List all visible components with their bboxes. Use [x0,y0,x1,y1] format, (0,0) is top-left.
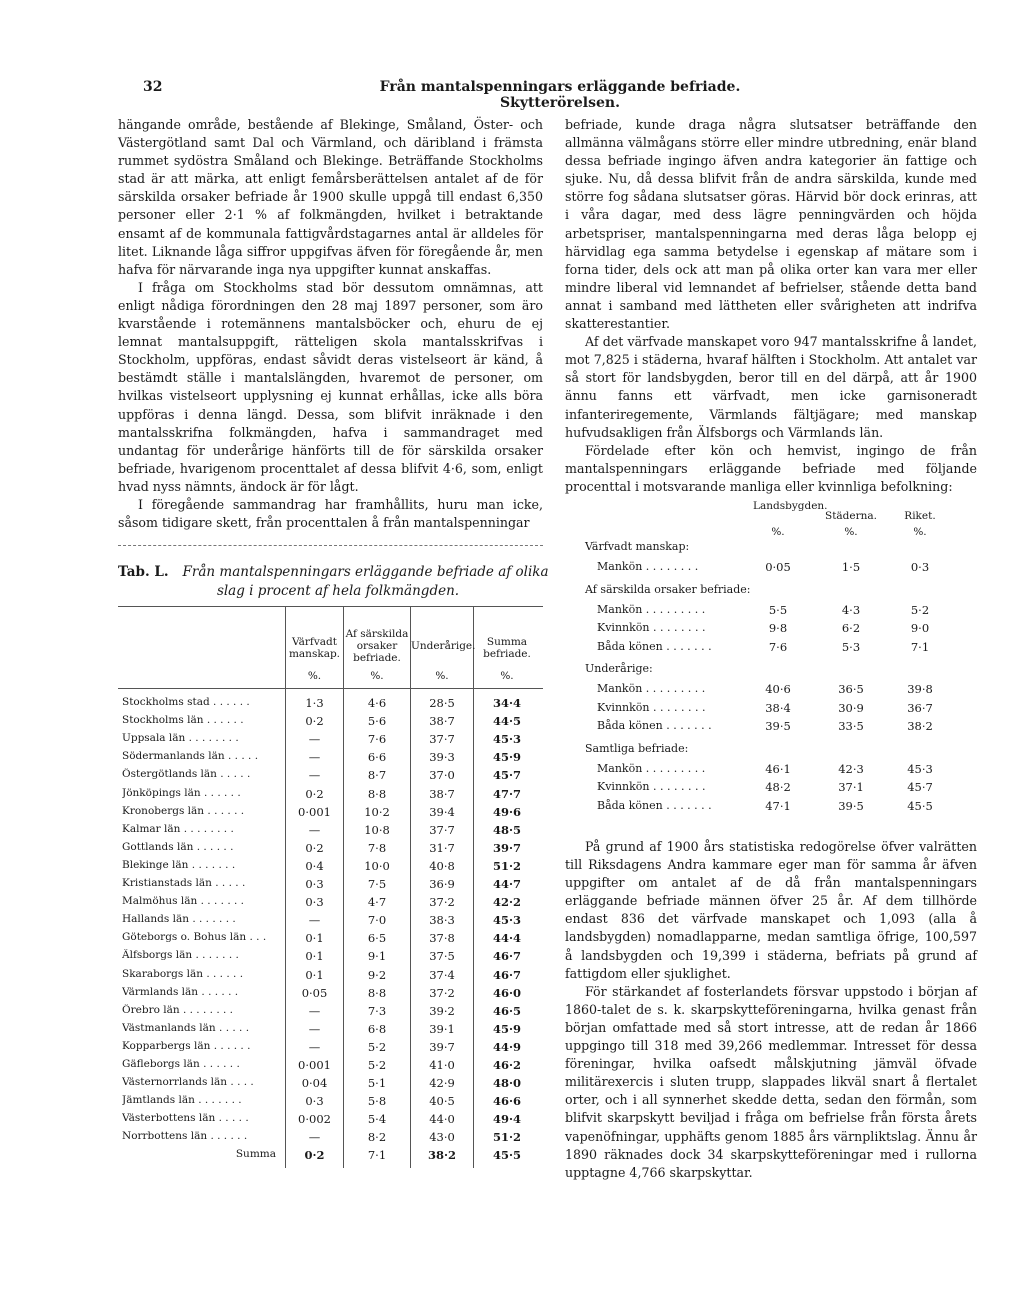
cell: 36·7 [907,700,933,715]
cell: 8·7 [367,768,387,783]
sex-residence-table [565,500,977,825]
cell: 6·6 [367,750,387,765]
cell: 36·5 [838,682,864,696]
table-l [118,606,543,1168]
col-header-summa: Summa befriade. [483,636,531,660]
cell: 37·0 [429,768,455,783]
table-row [118,768,543,788]
col-header-underarige: Underårige. [411,640,476,652]
cell: 46·6 [492,1094,521,1109]
cell: 45·3 [492,732,521,747]
row-label: Skaraborgs län . . . . . . [122,967,244,980]
cell: 0·3 [305,877,324,891]
cell: 39·7 [492,840,521,855]
cell: 39·8 [907,682,933,696]
cell: 46·5 [492,1003,521,1018]
cell: — [308,913,321,928]
table-rule [118,606,543,607]
group-title: Underårige: [585,662,653,675]
row-label: Malmöhus län . . . . . . . [122,895,245,908]
table-row [118,877,543,897]
cell: 0·2 [304,1148,325,1162]
table-row [118,913,543,933]
cell: 9·1 [367,949,387,964]
cell: 0·1 [305,967,324,982]
group-title: Af särskilda orsaker befriade: [585,582,751,596]
cell: 5·4 [367,1112,387,1127]
cell: 6·2 [841,621,861,635]
cell: 37·2 [429,985,455,1000]
row-label: Mankön . . . . . . . . [597,560,699,573]
paragraph: Fördelade efter kön och hemvist, ingingo de från mantalspenningars erläggande befriade med följande procenttal i motsvarande manliga eller kvinnliga befolkning: [565,442,977,494]
group-title: Värfvadt manskap: [585,540,690,553]
cell: 34·4 [492,696,521,710]
row-label: Göteborgs o. Bohus län . . . [122,931,267,944]
paragraph: Af det värfvade manskapet voro 947 mantalsskrifne å landet, mot 7,825 i städerna, hvaraf hälften i Stockholm. Att antalet var så stort för landsbygden, beror till en del därpå, att år 1900 ännu fanns ett värfvadt, men icke garnisoneradt infanteriregemente, Värmlands fältjägare; med manskap hufvudsakligen från Älfsborgs och Värmlands län. [565,334,977,440]
table-title-line1: Från mantalspenningars erläggande befriade af olika [182,564,549,580]
col-header-varfvadt: Värfvadt manskap. [288,636,341,660]
cell: 9·8 [768,621,788,635]
cell: 4·6 [367,696,387,710]
cell: 39·7 [429,1039,455,1054]
cell: 44·5 [492,714,521,729]
cell: 0·002 [298,1112,331,1127]
col-header-landsbygden: Landsbygden. [753,500,828,512]
row-label: Båda könen . . . . . . . [597,798,712,812]
unit-label: %. [435,670,449,682]
paragraph: För stärkandet af fosterlandets försvar uppstodo i början af 1860-talet de s. k. skarpskytteföreningarna, hvilka genast från början omfattade med så stort intresse, att de redan år 1866 uppgingo till 318 med 39,266 medlemmar. Intresset för dessa föreningar, hvilka oafsedt målskjutning jämväl öfvade militärexercis i sluten trupp, slappades likväl snart å flertalet orter, och i all synnerhet skedde detta, sedan den förmån, som blifvit skarpskytt beviljad i fråga om befrielse från första årets vapenöfningar, upphäfts genom 1885 års värnpliktslag. Ännu år 1890 räknades dock 34 skarpskytteföreningar med i rullorna upptagne 4,766 skarpskyttar. [565,983,977,1180]
cell: 5·8 [367,1094,387,1109]
cell: 45·7 [907,780,933,794]
cell: 49·4 [492,1112,521,1127]
cell: 42·3 [838,761,864,776]
right-column-bottom [565,838,977,1182]
cell: 45·3 [492,913,521,928]
cell: 5·6 [367,714,387,729]
cell: 8·8 [367,786,387,801]
cell: 7·5 [367,877,387,891]
cell: 45·9 [492,1021,521,1036]
cell: 7·6 [768,639,788,654]
unit-label: %. [370,670,384,682]
cell: 4·7 [367,895,387,910]
cell: 48·5 [492,822,521,837]
row-label: Stockholms län . . . . . . [122,714,244,727]
cell: — [308,750,321,765]
cell: 43·0 [429,1130,455,1145]
cell: 37·7 [429,822,455,837]
row-label: Blekinge län . . . . . . . [122,858,236,871]
cell: 47·1 [765,798,791,813]
row-label: Gäfleborgs län . . . . . . [122,1058,240,1070]
cell: 42·9 [429,1076,455,1091]
row-label: Uppsala län . . . . . . . . [122,732,239,745]
cell: 44·4 [492,931,521,946]
table-row [118,750,543,770]
unit-label: %. [771,526,785,538]
table-row [118,931,543,951]
cell: 51·2 [492,1130,521,1145]
cell: 0·2 [305,714,324,729]
cell: 39·2 [429,1003,455,1018]
row-label: Stockholms stad . . . . . . [122,696,250,708]
cell: 37·2 [429,895,455,910]
cell: 37·7 [429,732,455,747]
cell: 6·8 [367,1021,387,1036]
cell: 41·0 [429,1058,455,1072]
unit-label: %. [500,670,514,682]
cell: 7·3 [367,1003,387,1018]
table-row [118,895,543,915]
table-row [118,732,543,752]
cell: 7·1 [910,639,930,654]
table-row [118,1040,543,1060]
cell: 0·4 [305,858,324,873]
cell: 45·3 [907,761,933,776]
row-label: Kronobergs län . . . . . . [122,804,245,817]
row-label: Båda könen . . . . . . . [597,719,712,732]
cell: 10·0 [364,858,390,873]
cell: 10·2 [364,804,390,819]
cell: — [308,732,321,747]
cell: 0·04 [301,1076,328,1091]
cell: 38·7 [429,786,455,801]
cell: — [308,1130,321,1145]
cell: 36·9 [429,877,455,891]
row-label: Örebro län . . . . . . . . [122,1003,234,1016]
cell: 33·5 [838,719,864,733]
cell: — [308,768,321,783]
cell: 37·4 [429,967,455,982]
cell: 38·2 [427,1148,456,1162]
row-label: Älfsborgs län . . . . . . . [122,949,239,962]
table-label: Tab. L. [118,564,169,580]
row-label: Kvinnkön . . . . . . . . [597,700,706,714]
cell: 37·8 [429,931,455,946]
cell: 0·05 [765,560,791,574]
cell: 5·2 [367,1058,387,1072]
col-header-staderna: Städerna. [825,510,877,522]
table-row [118,986,543,1006]
col-header-sarskilda: Af särskilda orsaker befriade. [345,628,409,664]
table-row [118,696,543,716]
unit-label: %. [844,526,858,538]
cell: 1·3 [305,696,324,710]
paragraph: I föregående sammandrag har framhållits, huru man icke, såsom tidigare skett, från procenttalen å från mantalspenningar [118,496,543,531]
table-caption [118,563,558,601]
cell: 9·0 [910,621,930,635]
cell: 9·2 [367,967,387,982]
cell: 39·5 [765,719,791,733]
row-label: Kvinnkön . . . . . . . . [597,780,706,793]
row-label: Västerbottens län . . . . . [122,1112,249,1125]
cell: 30·9 [838,700,864,715]
cell: 7·1 [367,1148,387,1162]
row-label: Västmanlands län . . . . . [122,1021,250,1034]
cell: 0·05 [301,985,328,1000]
cell: 7·0 [367,913,387,928]
cell: 40·8 [429,858,455,873]
table-row [118,1094,543,1114]
cell: 4·3 [841,602,861,617]
table-row [118,841,543,861]
cell: 0·001 [298,804,331,819]
cell: 1·5 [841,560,861,574]
cell: 45·9 [492,750,521,765]
table-row [118,1022,543,1042]
cell: 8·2 [367,1130,387,1145]
table-row [118,805,543,825]
row-label: Båda könen . . . . . . . [597,639,712,653]
cell: 5·2 [910,602,930,617]
cell: 37·1 [838,780,864,794]
cell: 0·3 [305,1094,324,1109]
cell: — [308,1039,321,1054]
cell: 46·0 [492,985,521,1000]
cell: — [308,1003,321,1018]
table-row [118,787,543,807]
row-label: Västernorrlands län . . . . [122,1076,254,1089]
table-row [118,1058,543,1078]
cell: 49·6 [492,804,521,819]
table-row [118,1076,543,1096]
cell: 44·0 [429,1112,455,1127]
cell: 39·4 [429,804,455,819]
cell: 46·7 [492,967,521,982]
cell: 44·9 [492,1039,521,1054]
row-label: Kalmar län . . . . . . . . [122,822,234,835]
row-label: Summa [235,1148,276,1160]
running-header: Från mantalspenningars erläggande befriade. Skytterörelsen. [379,79,741,111]
row-label: Mankön . . . . . . . . . [597,682,706,695]
paragraph: I fråga om Stockholms stad bör dessutom omnämnas, att enligt nådiga förordningen den 28 maj 1897 personer, som äro kvarstående i rotemännens mantalsböcker och, ehuru de ej lemnat mantalsuppgift, rätteligen skola mantalsskrifvas i Stockholm, uppföras, endast såvidt deras vistelseort är känd, å bestämdt ställe i mantalslängden, hvaremot de personer, om hvilkas vistelseort upplysning ej kunnat erhållas, icke alls böra uppföras i denna längd. Dessa, som blifvit inräknade i den mantalsskrifna folkmängden, hafva i sammandraget med undantag för underårige hänförts till de för särskilda orsaker befriade, hvarigenom procenttalet af dessa blifvit 4·6, som, enligt hvad nyss nämnts, ändock är för lågt. [118,279,543,494]
cell: 7·8 [367,840,387,855]
cell: 40·5 [429,1094,455,1109]
cell: 5·2 [367,1039,387,1054]
section-divider [118,545,543,546]
unit-label: %. [307,670,322,682]
row-label: Kopparbergs län . . . . . . [122,1039,251,1052]
cell: 7·6 [367,732,387,747]
cell: 5·1 [367,1076,387,1091]
cell: — [308,822,321,837]
paragraph: På grund af 1900 års statistiska redogörelse öfver valrätten till Riksdagens Andra kammare eger man för samma år äfven uppgifter om antalet af de då från mantalspenningars erläggande befriade männen öfver 25 år. Af dem tillhörde endast 836 det värfvade manskapet och 1,093 (alla å landsbygden) nomadlapparne, medan samtliga öfrige, 100,597 å landsbygden och 19,399 i städerna, befriats på grund af fattigdom eller sjuklighet. [565,839,977,981]
cell: 45·5 [907,798,933,813]
cell: 38·2 [907,719,933,733]
cell: 8·8 [367,985,387,1000]
paragraph: hängande område, bestående af Blekinge, Småland, Öster- och Västergötland samt Dal och Värmland, och däribland i främsta rummet sydöstra Småland och Blekinge. Beträffande Stockholms stad är att märka, att enligt femårsberättelsen antalet af de för särskilda orsaker befriade år 1900 skulle uppgå till endast 6,350 personer eller 2·1 % af folkmängden, hvilket i betraktande ensamt af de kommunala fattigvårdstagarnes antal är alldeles för litet. Liknande låga siffror uppgifvas äfven för föregående år, men hafva för närvarande inga nya uppgifter kunnat anskaffas. [118,117,543,277]
cell: 51·2 [492,858,521,873]
row-label: Norrbottens län . . . . . . [122,1130,248,1143]
cell: 10·8 [364,822,390,837]
cell: 0·1 [305,949,324,964]
cell: 46·1 [765,761,791,776]
cell: 38·3 [429,913,455,928]
table-row [118,1004,543,1024]
row-label: Jönköpings län . . . . . . [122,786,241,799]
cell: 28·5 [429,696,455,710]
cell: 38·4 [765,700,791,715]
cell: 0·001 [298,1058,331,1072]
group-title: Samtliga befriade: [585,741,689,755]
row-label: Hallands län . . . . . . . [122,913,236,926]
cell: 42·2 [492,895,521,910]
table-row [118,714,543,734]
cell: 0·1 [305,931,324,946]
row-label: Södermanlands län . . . . . [122,750,259,763]
unit-label: %. [913,526,927,538]
row-label: Jämtlands län . . . . . . . [122,1094,242,1107]
cell: — [308,1021,321,1036]
table-rule [118,688,543,689]
cell: 39·5 [838,798,864,813]
cell: 48·0 [492,1076,521,1091]
left-column [118,116,543,532]
cell: 46·2 [492,1058,521,1072]
row-label: Mankön . . . . . . . . . [597,602,706,616]
cell: 0·3 [305,895,324,910]
cell: 6·5 [367,931,387,946]
row-label: Gottlands län . . . . . . [122,840,234,853]
table-title-line2: slag i procent af hela folkmängden. [216,583,460,599]
table-summary-row [118,1148,543,1168]
table-row [118,1112,543,1132]
table-row [118,968,543,988]
cell: 37·5 [429,949,455,964]
col-header-riket: Riket. [904,510,936,522]
cell: 5·3 [841,639,861,654]
row-label: Kvinnkön . . . . . . . . [597,621,706,634]
row-label: Mankön . . . . . . . . . [597,761,706,775]
cell: 39·1 [429,1021,455,1036]
cell: 0·2 [305,840,324,855]
table-row [118,949,543,969]
cell: 39·3 [429,750,455,765]
cell: 38·7 [429,714,455,729]
cell: 46·7 [492,949,521,964]
table-row [118,859,543,879]
cell: 45·5 [492,1148,521,1162]
right-column-top [565,116,977,496]
cell: 0·2 [305,786,324,801]
cell: 47·7 [492,786,521,801]
row-label: Östergötlands län . . . . . [122,768,251,781]
cell: 0·3 [910,560,930,574]
cell: 31·7 [429,840,455,855]
cell: 44·7 [492,877,521,891]
row-label: Kristianstads län . . . . . [122,877,246,889]
page-number: 32 [143,79,163,95]
row-label: Värmlands län . . . . . . [122,985,239,998]
cell: 45·7 [492,768,521,783]
cell: 5·5 [768,602,788,617]
paragraph: befriade, kunde draga några slutsatser beträffande den allmänna välmågans större eller mindre utbredning, enär bland dessa befriade ingingo äfven andra kategorier än fattige och sjuke. Nu, då dessa blifvit från de andra särskilda, kunde med större fog sådana slutsatser göras. Härvid bör dock erinras, att i våra dagar, med dess lägre penningvärden och höjda arbetspriser, mantalspenningarna med deras låga belopp ej härvidlag ega samma betydelse i egenskap af mätare som i forna tider, dels ock att man på olika orter kan vara mer eller mindre liberal vid lemnandet af befrielser, stående detta band annat i samband med lättheten eller svårigheten att indrifva skatterestantier. [565,117,977,332]
cell: 40·6 [765,682,791,696]
cell: 48·2 [765,780,791,794]
table-row [118,823,543,843]
